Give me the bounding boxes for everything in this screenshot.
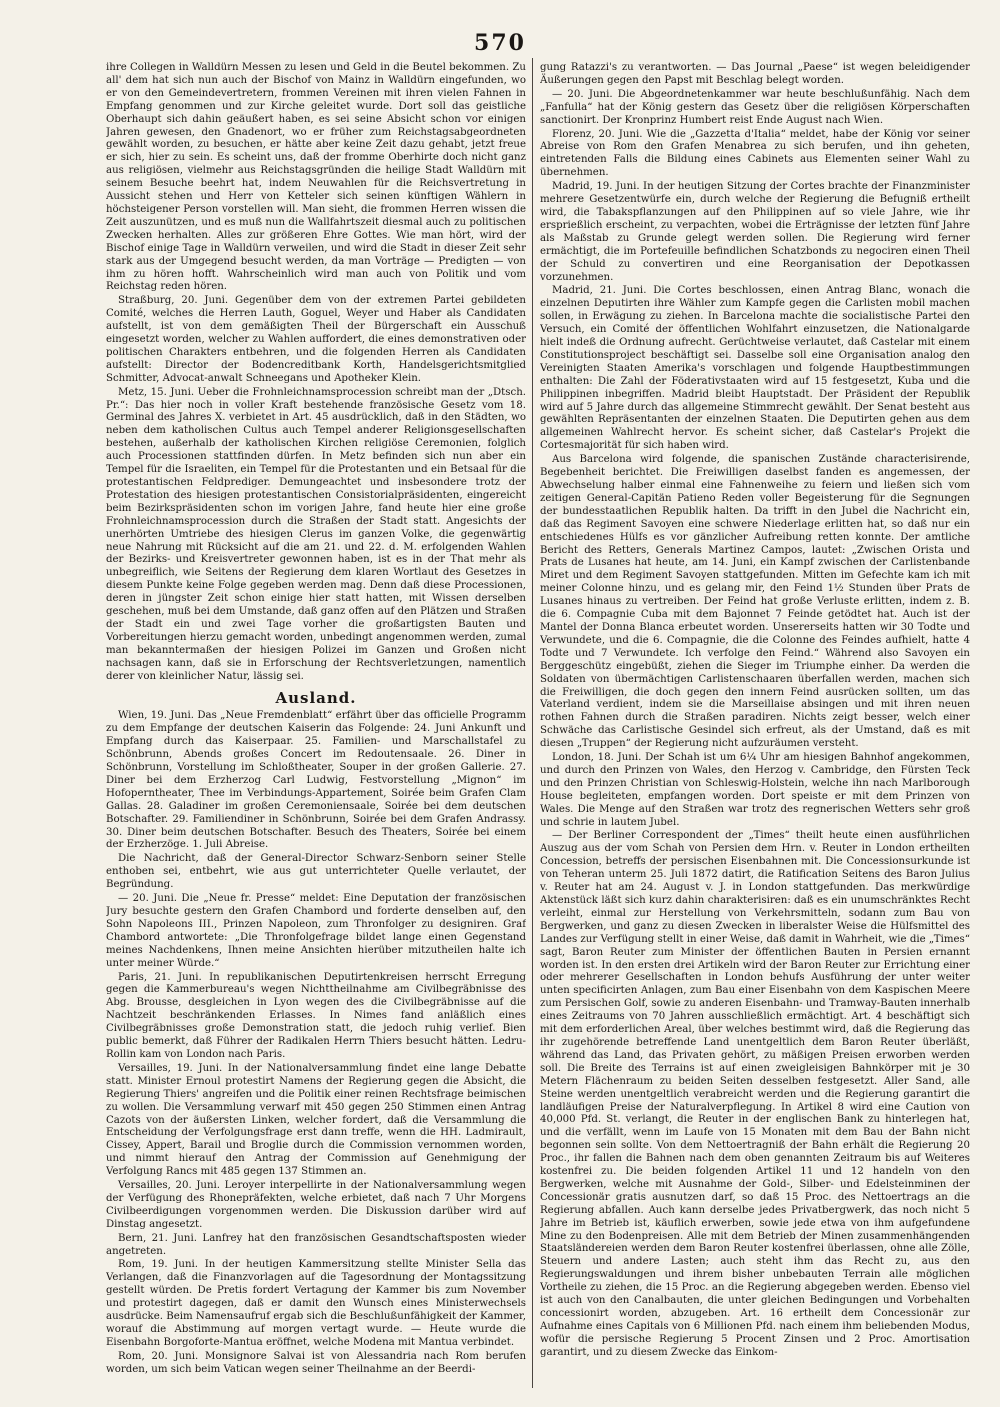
paragraph: Straßburg, 20. Juni. Gegenüber dem von der extremen Partei gebildeten Comité, welches die Herren Lauth, Goguel, Weyer und Haber als Candidaten aufstellt, ist von dem gemäßigten Theil der Bürgerschaft ein Ausschuß eingesetzt worden, welcher zu Wahlen auffordert, die eines demonstrativen oder politischen Charakters entbehren, und die folgenden Herren als Candidaten aufstellt: Director der Bodencreditbank Korth, Handelsgerichtsmitglied Schmitter, Advocat-anwalt Schneegans und Apotheker Klein. [106,295,526,384]
paragraph: Aus Barcelona wird folgende, die spanischen Zustände characterisirende, Begebenheit berichtet. Die Freiwilligen daselbst fanden es angemessen, der Abwechselung halber einmal eine Fahnenweihe zu feiern und ließen sich vom zeitigen General-Capitän Patieno Reden voller Begeisterung für die Segnungen der bundesstaatlichen Republik halten. Da trifft in den Jubel die Nachricht ein, daß das Regiment Savoyen eine schwere Niederlage erlitten hat, so daß nur ein entschiedenes Hülfs es vor gänzlicher Aufreibung retten konnte. Der amtliche Bericht des Retters, Generals Martinez Campos, lautet: „Zwischen Orista und Prats de Lusanes hat heute, am 14. Juni, ein Kampf zwischen der Carlistenbande Miret und dem Regiment Savoyen stattgefunden. Mitten im Gefechte kam ich mit meiner Colonne hinzu, und es gelang mir, den Feind 1½ Stunden über Prats de Lusanes hinaus zu vertreiben. Der Feind hat große Verluste erlitten, indem z. B. die 6. Compagnie Cuba mit dem Bajonnet 7 Feinde getödtet hat. Auch ist der Mantel der Donna Blanca erbeutet worden. Unsererseits hatten wir 30 Todte und Verwundete, und die 6. Compagnie, die die Colonne des Feindes aufhielt, hatte 4 Todte und 7 Verwundete. Ich verfolge den Feind.“ Während also Savoyen ein Berggeschütz eingebüßt, ziehen die Sieger im Triumphe einher. Da werden die Soldaten von übermächtigen Carlistenschaaren überfallen werden, machen sich die Freiwilligen, die doch gegen den innern Feind ausrücken sollten, um das Vaterland verdient, indem sie die Marseillaise absingen und mit ihren neuen rothen Fahnen durch die Straßen paradiren. Nichts zeigt besser, welch einer Schwäche das Carlistische Gesindel sich erfreut, als der Umstand, daß es mit diesen „Truppen“ der Regierung nicht aufzuräumen versteht. [540,454,970,750]
paragraph: Madrid, 21. Juni. Die Cortes beschlossen, einen Antrag Blanc, wonach die einzelnen Deputirten ihre Wähler zum Kampfe gegen die Carlisten mobil machen sollen, in Erwägung zu ziehen. In Barcelona machte die socialistische Partei den Versuch, ein Comité der öffentlichen Wohlfahrt einzusetzen, die Nationalgarde hielt indeß die Ordnung aufrecht. Gerüchtweise verlautet, daß Castelar mit einem Constitutionsproject beschäftigt sei. Dasselbe soll eine Organisation analog den Vereinigten Staaten Amerika's vorschlagen und folgende Hauptbestimmungen enthalten: Die Zahl der Föderativstaaten wird auf 15 festgesetzt, Kuba und die Philippinen inbegriffen. Madrid bleibt Hauptstadt. Der Präsident der Republik wird auf 5 Jahre durch das allgemeine Stimmrecht gewählt. Der Senat besteht aus gewählten Repräsentanten der einzelnen Staaten. Die Deputirten gehen aus dem allgemeinen Wahlrecht hervor. Es scheint sicher, daß Castelar's Projekt die Cortesmajorität für sich haben wird. [540,285,970,452]
paragraph: — 20. Juni. Die „Neue fr. Presse“ meldet: Eine Deputation der französischen Jury besuchte gestern den Grafen Chambord und forderte denselben auf, den Sohn Napoleons III., Prinzen Napoleon, zum Thronfolger zu designiren. Graf Chambord antwortete: „Die Thronfolgefrage bildet lange einen Gegenstand meines Nachdenkens, Ihnen meine Ansichten hierüber mitzutheilen halte ich unter meiner Würde.“ [106,893,526,969]
paragraph: — Der Berliner Correspondent der „Times“ theilt heute einen ausführlichen Auszug aus der vom Schah von Persien dem Hrn. v. Reuter in London ertheilten Concession, betreffs der persischen Eisenbahnen mit. Die Concessionsurkunde ist von Teheran unterm 25. Juli 1872 datirt, die Ratification Seitens des Baron Julius v. Reuter hat am 24. August v. J. in London stattgefunden. Das merkwürdige Aktenstück läßt sich kurz dahin charakterisiren: daß es ein unumschränktes Recht verleiht, einmal zur Herstellung von Verkehrsmitteln, sodann zum Bau von Bergwerken, und ganz zu diesen Zwecken in liberalster Weise die Hülfsmittel des Landes zur Verfügung stellt in einer Weise, daß damit in Wahrheit, wie die „Times“ sagt, Baron Reuter zum Minister der öffentlichen Bauten in Persien ernannt worden ist. In den ersten drei Artikeln wird der Baron Reuter zur Errichtung einer oder mehrerer Gesellschaften in London behufs Ausführung der unter weiter unten specificirten Anlagen, zum Bau einer Eisenbahn von dem Kaspischen Meere zum Persischen Golf, sowie zu anderen Eisenbahn- und Tramway-Bauten innerhalb eines Zeitraums von 70 Jahren ausschließlich ermächtigt. Art. 4 beschäftigt sich mit dem erforderlichen Areal, über welches bestimmt wird, daß die Regierung das ihr zugehörende betreffende Land unentgeltlich dem Baron Reuter überläßt, während das Land, das Privaten gehört, zu mäßigen Preisen erworben werden soll. Die Breite des Terrains ist auf einen zweigleisigen Bahnkörper mit je 30 Metern Flächenraum zu beiden Seiten desselben festgesetzt. Aller Sand, alle Steine werden unentgeltlich verabreicht werden und die Regierung garantirt die landläufigen Preise der Naturalverpflegung. In Artikel 8 wird eine Caution von 40,000 Pfd. St. verlangt, die Reuter in der englischen Bank zu hinterlegen hat, und die verfällt, wenn im Laufe von 15 Monaten mit dem Bau der Bahn nicht begonnen sein sollte. Von dem Nettoertragniß der Bahn erhält die Regierung 20 Proc., ihr fallen die Bahnen nach dem oben genannten Zeitraum bis auf Weiteres kostenfrei zu. Die beiden folgenden Artikel 11 und 12 handeln von den Bergwerken, welche mit Ausnahme der Gold-, Silber- und Edelsteinminen der Concessionär gratis ausnutzen darf, so daß 15 Proc. des Nettoertrags an die Regierung abfallen. Auch kann derselbe jedes Privatbergwerk, das noch nicht 5 Jahre im Betrieb ist, käuflich erwerben, sowie jede etwa von ihm aufgefundene Mine zu den Bodenpreisen. Alle mit dem Betrieb der Minen zusammenhängenden Staatsländereien werden dem Baron Reuter kostenfrei überlassen, ohne alle Zölle, Steuern und andere Lasten; auch steht ihm das Recht zu, aus den Regierungswaldungen und ihrem bisher unbebauten Terrain alle möglichen Vortheile zu ziehen, die 15 Proc. an die Regierung abgegeben werden. Ebenso viel ist auch von den Canalbauten, die unter gleichen Bedingungen und Vorbehalten concessionirt worden, abzugeben. Art. 16 ertheilt dem Concessionär zur Aufnahme eines Capitals von 6 Millionen Pfd. nach einem ihm beliebenden Modus, wofür die persische Regierung 5 Procent Zinsen und 2 Proc. Amortisation garantirt, und zu diesem Zwecke das Einkom- [540,830,970,1358]
paragraph: Rom, 19. Juni. In der heutigen Kammersitzung stellte Minister Sella das Verlangen, daß die Finanzvorlagen auf die Tagesordnung der Montagssitzung gestellt würden. De Pretis fordert Vertagung der Kammer bis zum November und protestirt dagegen, daß er damit den Wunsch eines Ministerwechsels ausdrücke. Beim Namensaufruf ergab sich die Beschlußunfähigkeit der Kammer, worauf die Abstimmung auf morgen vertagt wurde. — Heute wurde die Eisenbahn Borgoforte-Mantua eröffnet, welche Modena mit Mantua verbindet. [106,1259,526,1348]
section-heading: Ausland. [275,688,357,707]
paragraph: gung Ratazzi's zu verantworten. — Das Journal „Paese“ ist wegen beleidigender Äußerungen gegen den Papst mit Beschlag belegt worden. [540,62,970,86]
paragraph: — 20. Juni. Die Abgeordnetenkammer war heute beschlußunfähig. Nach dem „Fanfulla“ hat der König gestern das Gesetz über die religiösen Körperschaften sanctionirt. Der Kronprinz Humbert reist Ende August nach Wien. [540,88,970,126]
paragraph: Bern, 21. Juni. Lanfrey hat den französischen Gesandtschaftsposten wieder angetreten. [106,1232,526,1257]
paragraph: Die Nachricht, daß der General-Director Schwarz-Senborn seiner Stelle enthoben sei, entbehrt, wie aus gut unterrichteter Quelle verlautet, der Begründung. [106,853,526,891]
column-divider [532,58,533,1388]
paragraph: Rom, 20. Juni. Monsignore Salvai ist von Alessandria nach Rom berufen worden, um sich beim Vatican wegen seiner Theilnahme an der Beerdi- [106,1350,526,1375]
right-column [540,62,970,1382]
paragraph: Madrid, 19. Juni. In der heutigen Sitzung der Cortes brachte der Finanzminister mehrere Gesetzentwürfe ein, durch welche der Regierung die Befugniß ertheilt wird, die Tabakspflanzungen auf den Philippinen auf so viele Jahre, wie ihr ersprießlich erscheint, zu verpachten, wobei die Erträgnisse der letzten fünf Jahre als Maßstab zu Grunde gelegt werden sollen. Die Regierung wird ferner ermächtigt, die im Portefeuille befindlichen Schatzbonds zu negociren einen Theil der Schuld zu convertiren und eine Reorganisation der Depotkassen vorzunehmen. [540,181,970,283]
paragraph: Versailles, 19. Juni. In der Nationalversammlung findet eine lange Debatte statt. Minister Ernoul protestirt Namens der Regierung gegen die Absicht, die Regierung Thiers' angreifen und die Politik einer reinen Rechtsfrage beimischen zu wollen. Die Versammlung verwarf mit 450 gegen 250 Stimmen einen Antrag Cazots von der äußersten Linken, welcher fordert, daß die Versammlung die Entscheidung der Verfolgungsfrage erst dann treffe, wenn die HH. Ladmirault, Cissey, Appert, Barail und Broglie durch die Commission vernommen worden, und nimmt hierauf den Antrag der Commission auf Genehmigung der Verfolgung Rancs mit 485 gegen 137 Stimmen an. [106,1062,526,1178]
paragraph: Wien, 19. Juni. Das „Neue Fremdenblatt“ erfährt über das officielle Programm zu dem Empfange der deutschen Kaiserin das Folgende: 24. Juni Ankunft und Empfang durch das Kaiserpaar. 25. Familien- und Marschallstafel zu Schönbrunn, Abends großes Concert im Redoutensaale. 26. Diner in Schönbrunn, Vorstellung im Schloßtheater, Souper in der großen Gallerie. 27. Diner bei dem Erzherzog Carl Ludwig, Festvorstellung „Mignon“ im Hofoperntheater, Thee im Verbindungs-Appartement, Soirée beim Grafen Clam Gallas. 28. Galadiner im großen Ceremoniensaale, Soirée bei dem deutschen Botschafter. 29. Familiendiner in Schönbrunn, Soirée bei dem Grafen Andrassy. 30. Diner beim deutschen Botschafter. Besuch des Theaters, Soirée bei einem der Erzherzöge. 1. Juli Abreise. [106,710,526,851]
paragraph: Versailles, 20. Juni. Leroyer interpellirte in der Nationalversammlung wegen der Verfügung des Rhonepräfekten, welche erbietet, daß nach 7 Uhr Morgens Civilbeerdigungen vorgenommen werden. Die Diskussion darüber wird auf Dinstag angesetzt. [106,1180,526,1230]
paragraph: Metz, 15. Juni. Ueber die Frohnleichnamsprocession schreibt man der „Dtsch. Pr.“: Das hier noch in voller Kraft bestehende französische Gesetz vom 18. Germinal des Jahres X. verbietet in Art. 45 ausdrücklich, daß in den Städten, wo neben dem katholischen Cultus auch Tempel anderer Religionsgesellschaften bestehen, außerhalb der katholischen Kirchen religiöse Ceremonien, folglich auch Processionen stattfinden dürfen. In Metz befinden sich nun aber ein Tempel für die Israeliten, ein Tempel für die Protestanten und ein Betsaal für die protestantischen Feldprediger. Demungeachtet und insbesondere trotz der Protestation des hiesigen protestantischen Consistorialpräsidenten, eingereicht beim Bezirkspräsidenten schon im vorigen Jahre, fand heute hier eine große Frohnleichnamsprocession durch die Straßen der Stadt statt. Angesichts der unerhörten Umtriebe des hiesigen Clerus im ganzen Volke, die gegenwärtig neue Nahrung mit Rücksicht auf die am 21. und 22. d. M. erfolgenden Wahlen der Bezirks- und Kreisvertreter gewonnen haben, ist es in der That mehr als unbegreiflich, wie Seitens der Regierung dem klaren Wortlaut des Gesetzes in diesem Punkte keine Folge gegeben werden mag. Denn daß diese Processionen, deren in jüngster Zeit schon einige hier statt hatten, mit Wissen derselben geschehen, muß bei dem Umstande, daß ganz offen auf den Plätzen und Straßen der Stadt ein und zwei Tage vorher die großartigsten Bauten und Vorbereitungen hierzu gemacht worden, unbedingt angenommen werden, zumal man bekanntermaßen der hiesigen Polizei im Ganzen und Großen nicht nachsagen kann, daß sie in Erforschung der Rechtsverletzungen, namentlich derer von kleinlicher Natur, lässig sei. [106,386,526,682]
paragraph: London, 18. Juni. Der Schah ist um 6¼ Uhr am hiesigen Bahnhof angekommen, und durch den Prinzen von Wales, den Herzog v. Cambridge, den Fürsten Teck und den Prinzen Christian von Schleswig-Holstein, welche ihn nach Marlborough House begleiteten, empfangen worden. Dort speiste er mit dem Prinzen von Wales. Die Menge auf den Straßen war trotz des regnerischen Wetters sehr groß und schrie in lautem Jubel. [540,752,970,828]
paragraph: Florenz, 20. Juni. Wie die „Gazzetta d'Italia“ meldet, habe der König vor seiner Abreise von Rom den Grafen Menabrea zu sich berufen, und ihn geheten, eintretenden Falls die Bildung eines Cabinets aus Elementen seiner Wahl zu übernehmen. [540,128,970,179]
paragraph: ihre Collegen in Walldürn Messen zu lesen und Geld in die Beutel bekommen. Zu all' dem hat sich nun auch der Bischof von Mainz in Walldürn eingefunden, wo er von den Gemeindevertretern, frommen Vereinen mit ihren vielen Fahnen in Empfang genommen und zur Kirche geleitet wurde. Dort soll das geistliche Oberhaupt sich dahin geäußert haben, es sei seine Absicht schon vor einigen Jahren gewesen, den Gnadenort, wo er früher zum Reichstagsabgeordneten gewählt worden, zu besuchen, er hätte aber keine Zeit dazu gehabt, jetzt freue er sich, hier zu sein. Es scheint uns, daß der fromme Oberhirte doch nicht ganz aus religiösen, vielmehr aus Reichstagsgründen die heilige Stadt Walldürn mit seinem Besuche beehrt hat, indem Neuwahlen für die Reichsvertretung in Aussicht stehen und Herr von Ketteler sich seinen künftigen Wählern in höchsteigener Person vorstellen will. Man sieht, die frommen Herren wissen die Zeit auszunützen, und es muß nun die Wallfahrtszeit diesmal auch zu politischen Zwecken herhalten. Alles zur größeren Ehre Gottes. Wie man hört, wird der Bischof einige Tage in Walldürn verweilen, und wird die Stadt in dieser Zeit sehr stark aus der Umgegend besucht werden, da man Vorträge — Predigten — von ihm zu hören hofft. Wahrscheinlich wird man auch von Politik und vom Reichstag reden hören. [106,62,526,293]
page-number: 570 [474,30,526,56]
paragraph: Paris, 21. Juni. In republikanischen Deputirtenkreisen herrscht Erregung gegen die Kammerbureau's wegen Nichttheilnahme am Civilbegräbnisse des Abg. Brousse, desgleichen in Lyon wegen des die Civilbegräbnisse auf die Nachtzeit beschränkenden Erlasses. In Nimes fand anläßlich eines Civilbegräbnisses große Demonstration statt, die jedoch ruhig verlief. Bien public bemerkt, daß Führer der Radikalen Herrn Thiers besucht hätten. Ledru-Rollin kam von London nach Paris. [106,971,526,1060]
left-column [106,62,526,1382]
